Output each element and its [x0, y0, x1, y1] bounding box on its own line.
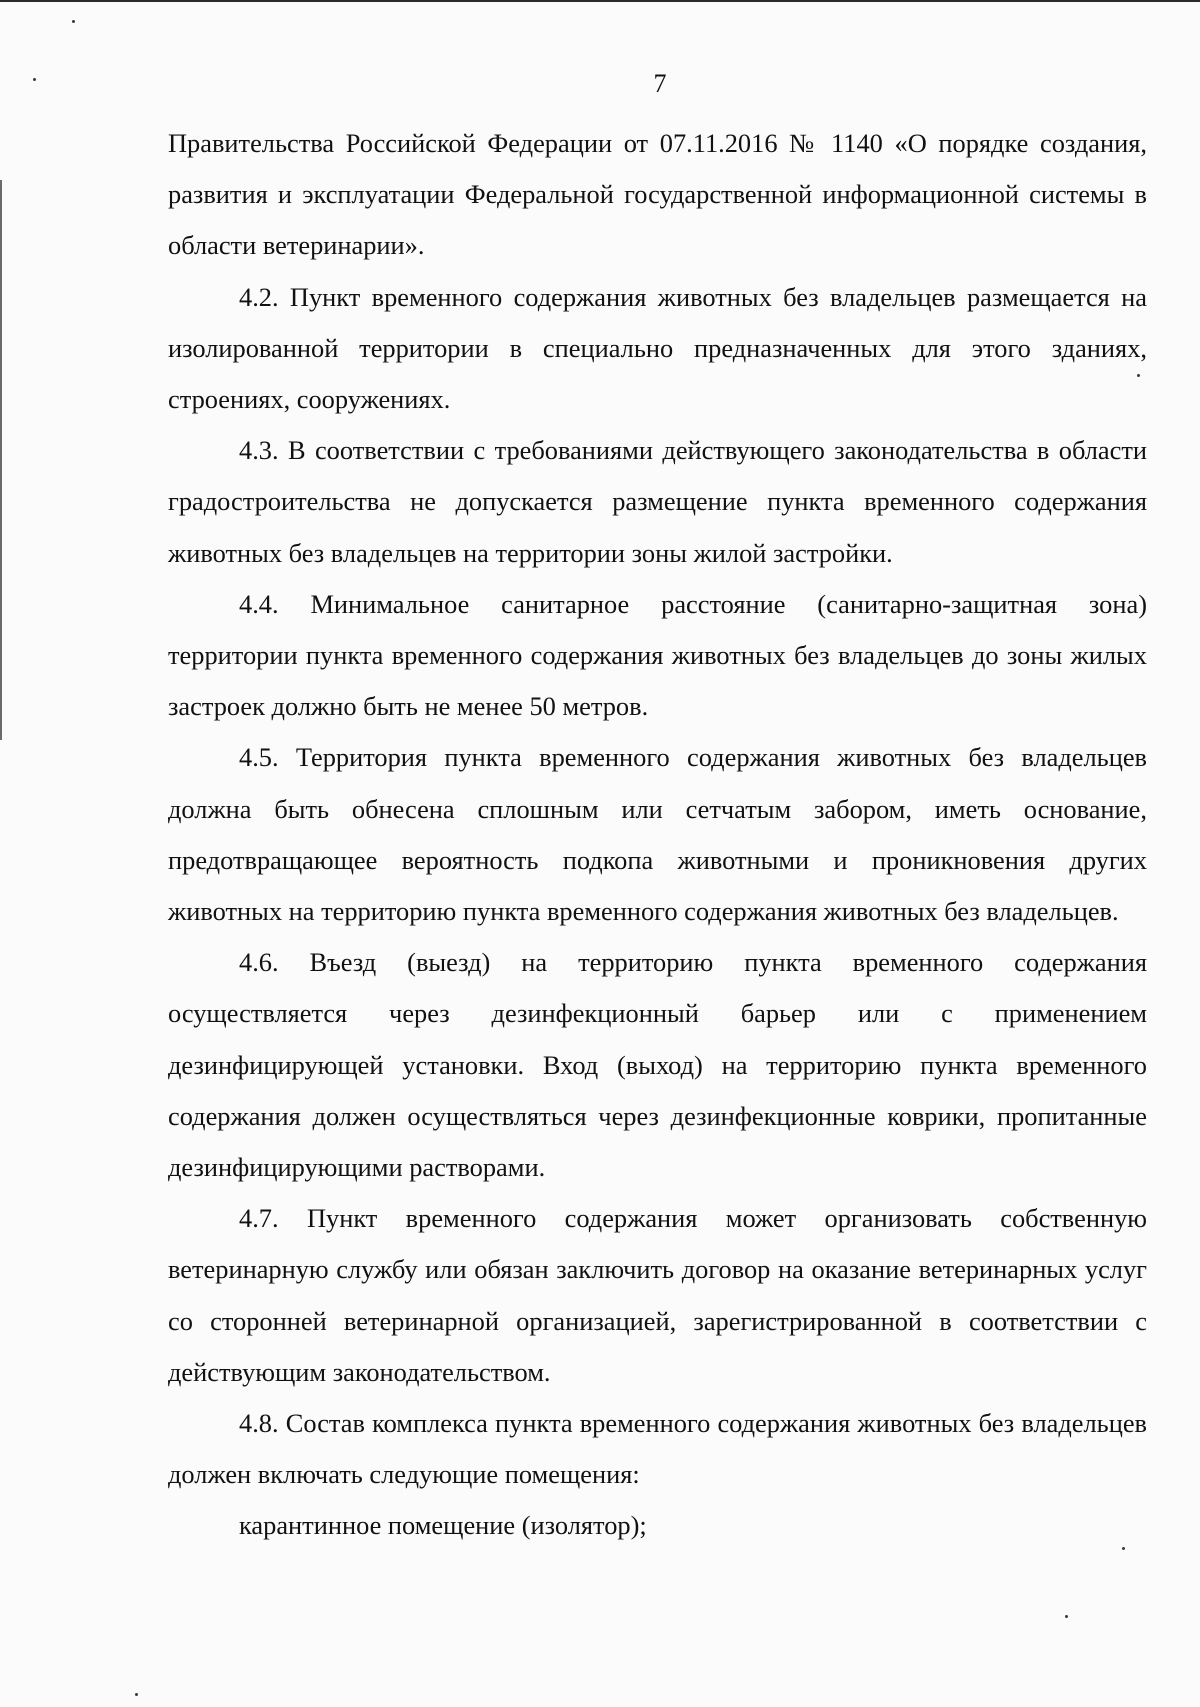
- paragraph-4-3: 4.3. В соответствии с требованиями действующего законодательства в области градостроительства не допускается размещение пункта временного содержания животных без владельцев на территории зоны жилой застройки.: [168, 435, 1147, 568]
- scan-speck: [1065, 1615, 1068, 1618]
- paragraph-4-6: 4.6. Въезд (выезд) на территорию пункта временного содержания осуществляется через дезинфекционный барьер или с применением дезинфицирующей установки. Вход (выход) на территорию пункта временного содержания должен осуществляться через дезинфекционные коврики, пропитанные дезинфицирующими растворами.: [168, 947, 1147, 1183]
- list-item: карантинное помещение (изолятор);: [239, 1510, 647, 1541]
- paragraph-4-8: 4.8. Состав комплекса пункта временного содержания животных без владельцев должен включать следующие помещения:: [168, 1408, 1147, 1490]
- paragraph-continuation: Правительства Российской Федерации от 07.11.2016 № 1140 «О порядке создания, развития и эксплуатации Федеральной государственной информационной системы в области ветеринарии».: [168, 128, 1147, 261]
- scan-speck: [72, 20, 75, 23]
- scan-top-edge: [0, 0, 1200, 2]
- document-body: [168, 118, 1147, 1552]
- page-number: 7: [653, 69, 667, 98]
- paragraph-4-4: 4.4. Минимальное санитарное расстояние (санитарно-защитная зона) территории пункта временного содержания животных без владельцев до зоны жилых застроек должно быть не менее 50 метров.: [168, 588, 1147, 722]
- scan-speck: [135, 1693, 138, 1696]
- scan-left-edge: [0, 180, 2, 740]
- paragraph-4-5: 4.5. Территория пункта временного содержания животных без владельцев должна быть обнесена сплошным или сетчатым забором, иметь основание, предотвращающее вероятность подкопа животными и проникновения других животных на территорию пункта временного содержания животных без владельцев.: [168, 742, 1147, 927]
- paragraph-4-7: 4.7. Пункт временного содержания может организовать собственную ветеринарную службу или обязан заключить договор на оказание ветеринарных услуг со сторонней ветеринарной организацией, зарегистрированной в соответствии с действующим законодательством.: [168, 1203, 1147, 1387]
- paragraph-4-2: 4.2. Пункт временного содержания животных без владельцев размещается на изолированной территории в специально предназначенных для этого зданиях, строениях, сооружениях.: [168, 281, 1147, 415]
